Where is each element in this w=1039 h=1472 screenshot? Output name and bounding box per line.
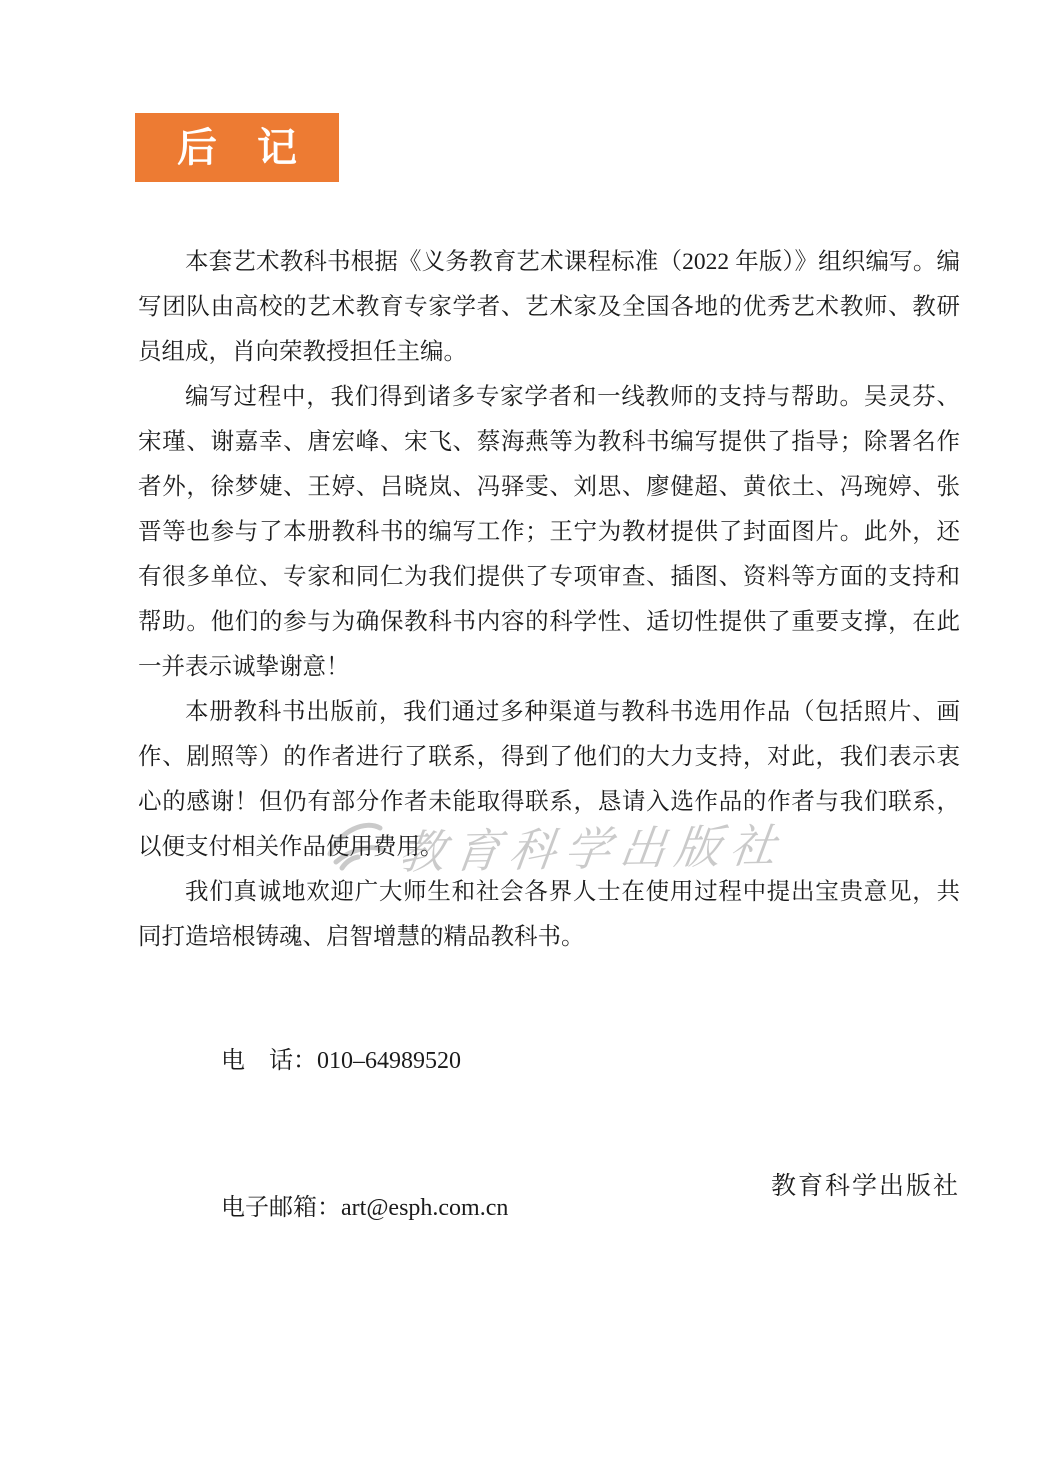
phone-label: 电 话： <box>221 1048 317 1074</box>
paragraph: 我们真诚地欢迎广大师生和社会各界人士在使用过程中提出宝贵意见，共同打造培根铸魂、启智增慧的精品教科书。 <box>138 879 960 950</box>
publisher-name: 教育科学出版社 <box>770 1173 960 1200</box>
publisher-watermark-text: 教育科学出版社 <box>395 820 789 878</box>
section-title: 后 记 <box>177 125 297 170</box>
paragraph: 本册教科书出版前，我们通过多种渠道与教科书选用作品（包括照片、画作、剧照等）的作者进行了联系，得到了他们的大力支持，对此，我们表示衷心的感谢！但仍有部分作者未能取得联系，恳请入选作品的作者与我们联系，以便支付相关作品使用费用。 <box>138 699 960 860</box>
section-title-box <box>135 113 339 182</box>
email-label: 电子邮箱： <box>221 1195 341 1221</box>
phone-line <box>185 988 508 1135</box>
paragraph: 编写过程中，我们得到诸多专家学者和一线教师的支持与帮助。吴灵芬、宋瑾、谢嘉幸、唐宏峰、宋飞、蔡海燕等为教科书编写提供了指导；除署名作者外，徐梦婕、王婷、吕晓岚、冯驿雯、刘思、廖健超、黄依土、冯琬婷、张晋等也参与了本册教科书的编写工作；王宁为教材提供了封面图片。此外，还有很多单位、专家和同仁为我们提供了专项审查、插图、资料等方面的支持和帮助。他们的参与为确保教科书内容的科学性、适切性提供了重要支撑，在此一并表示诚挚谢意！ <box>138 384 960 680</box>
contact-block <box>185 988 508 1282</box>
email-value: art@esph.com.cn <box>341 1195 509 1221</box>
afterword-body <box>138 240 960 960</box>
paragraph: 本套艺术教科书根据《义务教育艺术课程标准（2022 年版）》组织编写。编写团队由高校的艺术教育专家学者、艺术家及全国各地的优秀艺术教师、教研员组成，肖向荣教授担任主编。 <box>138 249 960 365</box>
phone-value: 010–64989520 <box>317 1048 461 1074</box>
email-line <box>185 1135 508 1282</box>
